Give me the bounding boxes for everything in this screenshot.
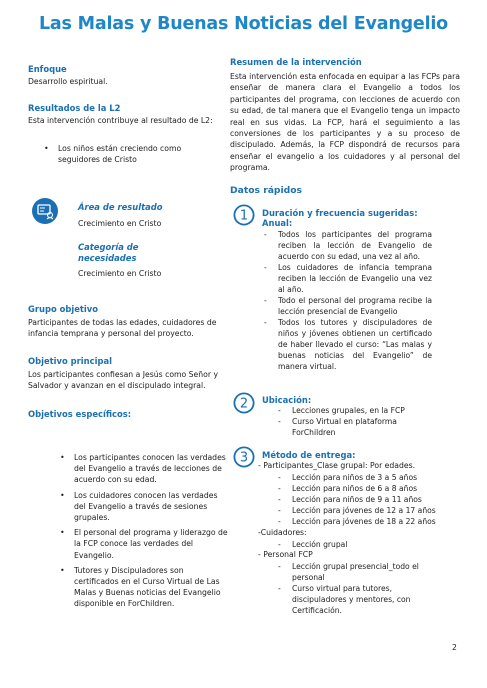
list-item: - Los cuidadores de infancia temprana reciben la lección de Evangelio una vez al año. <box>262 262 432 295</box>
list-item: - Lección grupal presencial_todo el personal <box>276 561 426 583</box>
area-heading: Área de resultado <box>78 202 163 212</box>
list-item: - Todos los participantes del programa reciben la lección de Evangelio de acuerdo con su edad, una vez al año. <box>262 229 432 262</box>
number-one-text: 1 <box>239 208 249 224</box>
resumen-heading: Resumen de la intervención <box>230 57 362 67</box>
enfoque-heading: Enfoque <box>28 64 67 74</box>
list-item: • Los participantes conocen las verdades del Evangelio a través de lecciones de acuerdo con su edad. <box>58 452 228 486</box>
personal-list <box>276 561 426 616</box>
resultados-text: Esta intervención contribuye al resultado de L2: <box>28 116 213 125</box>
especificos-list <box>58 452 228 610</box>
number-three-icon <box>233 446 255 468</box>
objetivo-heading: Objetivo principal <box>28 356 112 366</box>
personal-line: - Personal FCP <box>258 550 313 559</box>
list-item: - Curso Virtual en plataforma ForChildren <box>276 416 436 438</box>
metodo-heading: Método de entrega: <box>262 450 356 460</box>
list-item: • Los cuidadores conocen las verdades del Evangelio a través de sesiones grupales. <box>58 490 228 524</box>
number-one-icon <box>233 204 255 226</box>
list-item: - Lección grupal <box>276 539 446 550</box>
list-item: • Los niños están creciendo como seguidores de Cristo <box>42 143 217 165</box>
ubicacion-list <box>276 405 436 438</box>
anual-heading: Anual: <box>262 218 293 228</box>
enfoque-text: Desarrollo espiritual. <box>28 77 108 86</box>
resultados-list <box>42 143 217 165</box>
categoria-heading: Categoría de necesidades <box>78 242 139 263</box>
number-two-text: 2 <box>239 396 249 412</box>
grupo-heading: Grupo objetivo <box>28 304 99 314</box>
grupo-text: Participantes de todas las edades, cuidadores de infancia temprana y personal del proyecto. <box>28 318 217 339</box>
page-title: Las Malas y Buenas Noticias del Evangelio <box>38 14 448 34</box>
resumen-text: Esta intervención esta enfocada en equipar a las FCPs para enseñar de manera clara el Evangelio a todos los participantes del programa, con lecciones de acuerdo con su edad, de tal manera que el Evangelio tenga un impacto real en sus vidas. La FCP, hará el seguimiento a las conversiones de los participantes y a su proceso de discipulado. Además, la FCP dispondrá de recursos para enseñar el evangelio a los cuidadores y al personal del programa. <box>230 72 460 173</box>
ubicacion-heading: Ubicación: <box>262 395 312 405</box>
resultados-heading: Resultados de la L2 <box>28 103 121 113</box>
list-item: - Curso virtual para tutores, discipuladores y mentores, con Certificación. <box>276 583 426 616</box>
duracion-list <box>262 229 432 372</box>
list-item: - Todo el personal del programa recibe la lección presencial de Evangelio <box>262 295 432 317</box>
list-item: - Lección para niños de 9 a 11 años <box>276 494 451 505</box>
cuidadores-line: -Cuidadores: <box>258 528 307 537</box>
list-item: - Lección para jóvenes de 12 a 17 años <box>276 505 451 516</box>
result-area-icon <box>32 198 58 224</box>
list-item: - Lección para niños de 3 a 5 años <box>276 472 451 483</box>
number-two-icon <box>233 392 255 414</box>
list-item: - Lección para jóvenes de 18 a 22 años <box>276 516 451 527</box>
number-three-text: 3 <box>239 450 249 466</box>
participantes-list <box>276 472 451 527</box>
list-item: • Tutores y Discipuladores son certificados en el Curso Virtual de Las Malas y Buenas noticias del Evangelio disponible en ForChildren. <box>58 565 228 610</box>
list-item: - Todos los tutores y discipuladores de niños y jóvenes obtienen un certificado de haber llevado el curso: “Las malas y buenas noticias del Evangelio” de manera virtual. <box>262 317 432 372</box>
area-text: Crecimiento en Cristo <box>78 219 162 228</box>
list-item: • El personal del programa y liderazgo de la FCP conoce las verdades del Evangelio. <box>58 527 228 561</box>
objetivo-text: Los participantes confiesan a Jesús como Señor y Salvador y avanzan en el discipulado integral. <box>28 370 219 391</box>
datos-heading: Datos rápidos <box>230 185 303 196</box>
especificos-heading: Objetivos específicos: <box>28 409 132 419</box>
list-item: - Lecciones grupales, en la FCP <box>276 405 436 416</box>
list-item: - Lección para niños de 6 a 8 años <box>276 483 451 494</box>
page-number: 2 <box>452 643 457 652</box>
participantes-line: - Participantes_Clase grupal: Por edades. <box>258 461 416 470</box>
categoria-text: Crecimiento en Cristo <box>78 269 162 278</box>
duracion-heading: Duración y frecuencia sugeridas: <box>262 208 418 218</box>
